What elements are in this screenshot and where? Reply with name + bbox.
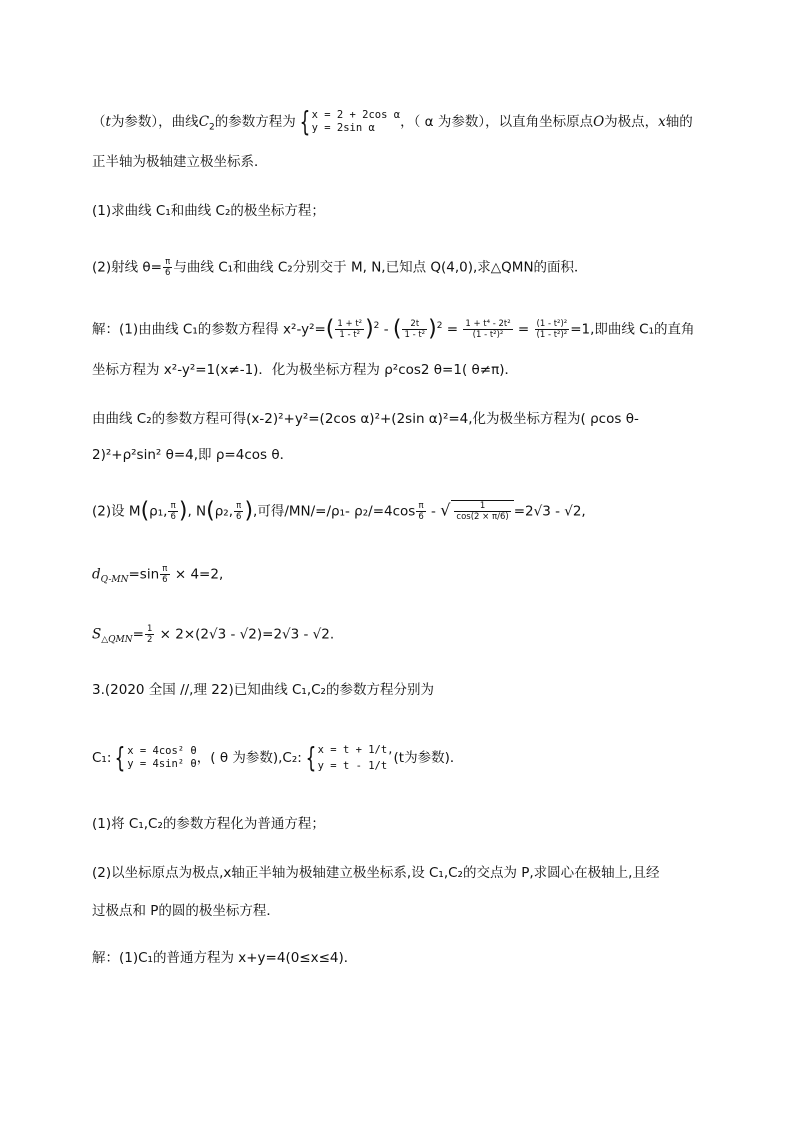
- text: =: [517, 321, 530, 338]
- text: =2√3 - √2,: [513, 503, 586, 520]
- fraction: [160, 564, 169, 585]
- numerator: π: [163, 257, 172, 268]
- problem-3-header: 3.(2020 全国 //,理 22)已知曲线 C₁,C₂的参数方程分别为: [92, 682, 434, 698]
- numerator: π: [416, 501, 425, 512]
- denominator: 6: [236, 512, 242, 522]
- var-d: d: [92, 566, 101, 583]
- fraction: [168, 501, 177, 522]
- solution-line-6: [92, 564, 223, 590]
- text: （: [92, 114, 106, 130]
- text: -: [426, 503, 441, 520]
- numerator: 2t: [402, 319, 427, 330]
- question-3-2-line-1: (2)以坐标原点为极点,x轴正半轴为极轴建立极坐标系,设 C₁,C₂的交点为 P,求圆心在极轴上,且经: [92, 865, 660, 881]
- brace: {: [305, 741, 317, 774]
- text: × 4=2,: [170, 566, 224, 583]
- solution-line-7: [92, 624, 334, 650]
- text: 解：(1)由曲线 C₁的参数方程得 x²-y²=: [92, 321, 326, 338]
- question-1: (1)求曲线 C₁和曲线 C₂的极坐标方程；: [92, 203, 325, 219]
- text: 的参数方程为: [214, 114, 296, 130]
- solution-line-4: 2)²+ρ²sin² θ=4,即 ρ=4cos θ．: [92, 447, 294, 463]
- line-1: [92, 105, 693, 138]
- equation-row: y = 2sin α: [311, 122, 375, 134]
- denominator: 6: [170, 512, 176, 522]
- equation-system: [312, 109, 401, 135]
- denominator: 6: [418, 512, 424, 522]
- denominator: 1 - t²: [404, 330, 426, 340]
- fraction: [535, 319, 570, 340]
- var-c: C: [198, 114, 210, 130]
- text: =1,即曲线 C₁的直角: [570, 321, 695, 338]
- denominator: (1 - t²)²: [536, 330, 568, 340]
- question-2: [92, 257, 588, 278]
- text: ,可得/MN/=/ρ₁- ρ₂/=4cos: [253, 503, 416, 520]
- var-s: S: [92, 626, 102, 643]
- equation-row: y = t - 1/t: [317, 760, 388, 772]
- fraction: [163, 257, 172, 278]
- text: 为参数），曲线: [110, 114, 199, 130]
- text: -: [383, 321, 389, 338]
- numerator: π: [168, 501, 177, 512]
- solution-line-1: 解：(1)由曲线 C₁的参数方程得 x²-y²=( $\frac{\text{1 + t²}}{\text{1 - t²}}$ )$^2$ - ( $\frac{2t}{\text{1 - t²}}$ )$^2$ = $\frac{\text{1 + t⁴ - 2t²}}{\text{(1 - t²)²}}$ = $\frac{\text{(1 - t²)²}}{\text{(1 - t²)²}}$ =1,即曲线 C₁的直角: [92, 316, 695, 342]
- numerator: 1 + t²: [337, 319, 363, 329]
- denominator: cos(2 × π/6): [456, 512, 509, 522]
- numerator: π: [160, 564, 169, 575]
- text: 为极点，: [604, 114, 659, 130]
- text: C₁:: [92, 750, 112, 766]
- problem-3-equations: [92, 742, 463, 774]
- question-3-2-line-2: 过极点和 P的圆的极坐标方程．: [92, 903, 280, 919]
- denominator: 6: [162, 575, 168, 585]
- text: (t为参数)．: [393, 750, 464, 766]
- subscript: Q-MN: [100, 575, 129, 586]
- text: (2)设 M: [92, 503, 141, 520]
- text: ，（ α 为参数），以直角坐标原点: [400, 114, 594, 130]
- solution-3-line-1: 解：(1)C₁的普通方程为 x+y=4(0≤x≤4)．: [92, 950, 358, 966]
- numerator: π: [234, 501, 243, 512]
- text: × 2×(2√3 - √2)=2√3 - √2.: [155, 626, 335, 643]
- var-x: x: [658, 114, 666, 130]
- text: , N: [187, 503, 207, 520]
- numerator: 1 + t⁴ - 2t²: [465, 319, 511, 329]
- text: ，( θ 为参数),C₂:: [196, 750, 302, 766]
- text: =sin: [128, 566, 160, 583]
- text: =: [132, 626, 144, 643]
- numerator: (1 - t²)²: [536, 319, 568, 329]
- line-2: 正半轴为极轴建立极坐标系．: [92, 154, 268, 170]
- denominator: 2: [146, 635, 153, 645]
- brace: {: [114, 741, 126, 774]
- denominator: (1 - t²)²: [472, 330, 504, 340]
- var-t: t: [105, 114, 111, 130]
- numerator: 1: [454, 501, 510, 512]
- solution-line-2: 坐标方程为 x²-y²=1(x≠-1)．化为极坐标方程为 ρ²cos2 θ=1( θ≠π)．: [92, 362, 518, 378]
- subscript: △QMN: [101, 635, 133, 646]
- fraction: [454, 501, 510, 522]
- solution-line-5: (2)设 M(ρ₁, $\frac{\pi}{6}$ ), N(ρ₂, $\frac{\pi}{6}$ ),可得/MN/=/ρ₁- ρ₂/=4cos $\frac{\pi}{6}$ - √ $\frac{1}{\cos(2 \times \pi/6)}$ =2√3 - √2,: [92, 498, 586, 524]
- fraction: [335, 319, 364, 340]
- equation-system: [127, 745, 197, 771]
- fraction: [416, 501, 425, 522]
- text: ρ₁,: [149, 503, 168, 520]
- square-root: [451, 500, 513, 522]
- fraction: [463, 319, 512, 340]
- numerator: 1: [146, 624, 153, 634]
- brace: {: [299, 105, 311, 138]
- var-o: O: [593, 114, 605, 130]
- equation-row: x = t + 1/t,: [317, 744, 394, 756]
- equation-system: [318, 742, 394, 774]
- text: 与曲线 C₁和曲线 C₂分别交于 M, N,已知点 Q(4,0),求△QMN的面积．: [173, 259, 588, 276]
- text: 轴的: [665, 114, 693, 130]
- equation-row: y = 4sin² θ: [127, 758, 197, 770]
- fraction: [402, 319, 427, 340]
- question-3-1: (1)将 C₁,C₂的参数方程化为普通方程；: [92, 816, 325, 832]
- fraction: [234, 501, 243, 522]
- denominator: 6: [165, 268, 171, 278]
- text: =: [446, 321, 459, 338]
- text: ρ₂,: [214, 503, 234, 520]
- equation-row: x = 4cos² θ: [127, 745, 197, 757]
- equation-row: x = 2 + 2cos α: [311, 109, 401, 121]
- fraction: [145, 624, 154, 645]
- solution-line-3: 由曲线 C₂的参数方程可得(x-2)²+y²=(2cos α)²+(2sin α)²=4,化为极坐标方程为( ρcos θ-: [92, 411, 639, 427]
- subscript: 2: [209, 122, 215, 133]
- denominator: 1 - t²: [339, 330, 361, 340]
- text: (2)射线 θ=: [92, 259, 162, 276]
